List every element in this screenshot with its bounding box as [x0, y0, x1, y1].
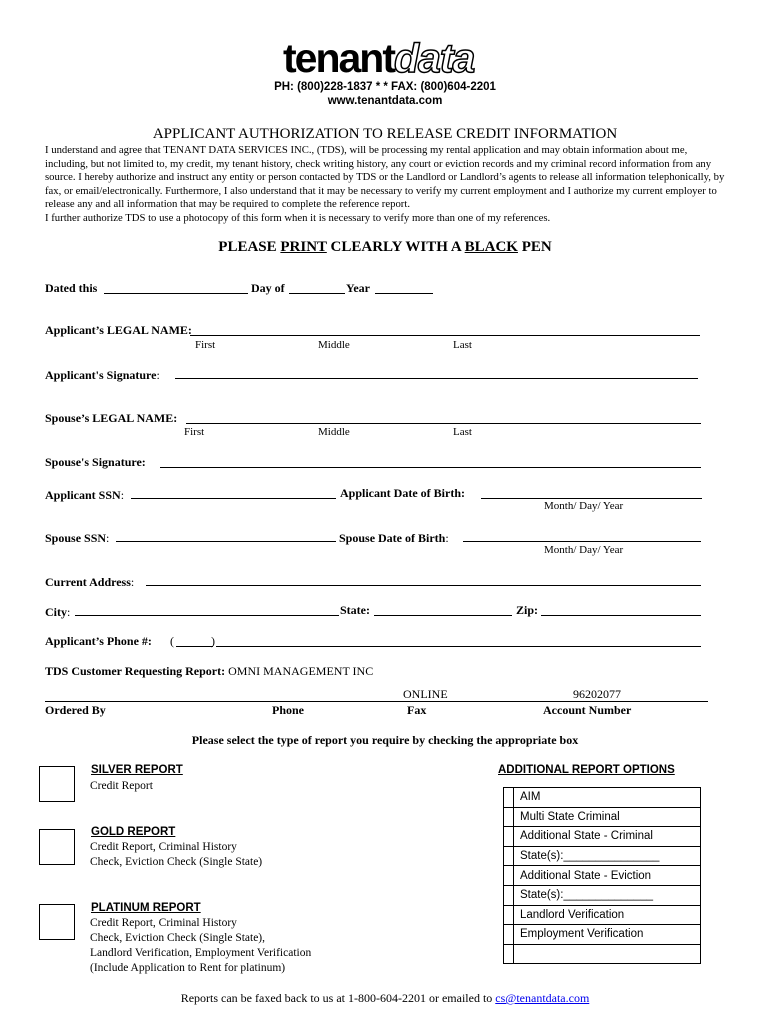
option-row-blank — [504, 944, 701, 964]
report-line: Credit Report, Criminal History — [90, 917, 237, 929]
zip-label: Zip: — [516, 603, 539, 617]
spouse-legal-name-label: Spouse’s LEGAL NAME: — [45, 411, 178, 425]
option-label[interactable]: State(s):_______________ — [514, 846, 701, 866]
spouse-ssn-label — [45, 529, 109, 547]
middle-label: Middle — [318, 426, 350, 438]
additional-options-table — [503, 787, 701, 964]
platinum-report-description — [90, 916, 311, 976]
year-label: Year — [346, 281, 370, 295]
dated-this-label: Dated this — [45, 281, 98, 295]
state-label: State: — [340, 603, 370, 617]
day-of-label: Day of — [251, 281, 285, 295]
option-label: Multi State Criminal — [514, 807, 701, 827]
tenantdata-logo — [283, 34, 474, 82]
option-row-multi-state-criminal — [504, 807, 701, 827]
option-checkbox[interactable] — [504, 905, 514, 925]
colon: : — [445, 531, 449, 545]
photocopy-paragraph: I further authorize TDS to use a photocopy of this form when it is necessary to verify more than one of my references. — [45, 211, 551, 224]
year-field[interactable] — [375, 293, 433, 294]
state-field[interactable] — [374, 615, 512, 616]
report-select-instruction: Please select the type of report you require by checking the appropriate box — [191, 733, 579, 747]
option-label: Landlord Verification — [514, 905, 701, 925]
option-checkbox[interactable] — [504, 866, 514, 886]
report-line: Landlord Verification, Employment Verification — [90, 947, 312, 959]
report-line: Credit Report — [90, 780, 153, 792]
authorization-paragraph: I understand and agree that TENANT DATA SERVICES INC., (TDS), will be processing my rental application and may obtain information about me, including, but not limited to, my credit, my tenant history, check writing history, any court or eviction records and my criminal record information from any source. I hereby authorize and instruct any entity or person contacted by TDS or the Landlord or Landlord’s agents to release all information telephonically, by fax, or email/electronically. Furthermore, I also understand that it may be necessary to verify my current employment and I authorize my current employer to release any and all information that may be required to complete the reference report. — [45, 144, 725, 211]
option-label: AIM — [514, 788, 701, 808]
spouse-signature-label: Spouse's Signature: — [45, 455, 146, 469]
city-text: City — [45, 605, 67, 619]
print-notice — [0, 239, 770, 256]
logo-text-tenant: tenant — [283, 35, 394, 81]
gold-report-checkbox[interactable] — [39, 829, 75, 865]
report-line: (Include Application to Rent for platinum) — [90, 962, 286, 974]
option-label: Additional State - Criminal — [514, 827, 701, 847]
option-checkbox[interactable] — [504, 944, 514, 964]
applicant-phone-field[interactable] — [216, 646, 701, 647]
last-label: Last — [453, 426, 472, 438]
spouse-legal-name-field[interactable] — [186, 423, 701, 424]
option-label — [514, 944, 701, 964]
option-checkbox[interactable] — [504, 788, 514, 808]
applicant-signature-field[interactable] — [175, 378, 698, 379]
spouse-ssn-field[interactable] — [116, 541, 336, 542]
option-label[interactable]: State(s):______________ — [514, 885, 701, 905]
fax-label: Fax — [407, 703, 427, 717]
spouse-signature-field[interactable] — [160, 467, 701, 468]
city-label — [45, 603, 70, 621]
option-checkbox[interactable] — [504, 807, 514, 827]
applicant-phone-label: Applicant’s Phone #: — [45, 634, 152, 648]
ordered-by-divider — [45, 701, 708, 702]
area-code-close: ) — [211, 634, 215, 648]
option-checkbox[interactable] — [504, 827, 514, 847]
colon: : — [67, 605, 71, 619]
authorization-text — [45, 144, 725, 226]
additional-options-title: ADDITIONAL REPORT OPTIONS — [498, 764, 675, 776]
print-notice-black: BLACK — [464, 239, 518, 255]
logo-text-data: data — [394, 35, 475, 81]
first-label: First — [184, 426, 205, 438]
phone-label: Phone — [272, 703, 305, 717]
option-label: Additional State - Eviction — [514, 866, 701, 886]
day-of-field[interactable] — [289, 293, 345, 294]
email-link[interactable]: cs@tenantdata.com — [495, 991, 590, 1005]
tds-customer-row — [45, 664, 373, 679]
option-row-landlord-verification — [504, 905, 701, 925]
applicant-dob-label: Applicant Date of Birth: — [340, 486, 465, 500]
page-title: APPLICANT AUTHORIZATION TO RELEASE CREDIT INFORMATION — [152, 126, 618, 142]
middle-label: Middle — [318, 339, 350, 351]
platinum-report-title: PLATINUM REPORT — [91, 902, 201, 914]
spouse-dob-text: Spouse Date of Birth — [339, 531, 446, 545]
dated-this-field[interactable] — [104, 293, 248, 294]
gold-report-description — [90, 840, 262, 870]
option-label: Employment Verification — [514, 925, 701, 945]
option-checkbox[interactable] — [504, 846, 514, 866]
tds-customer-label: TDS Customer Requesting Report: — [45, 664, 226, 678]
city-field[interactable] — [75, 615, 339, 616]
report-line: Check, Eviction Check (Single State) — [90, 856, 263, 868]
spouse-dob-field[interactable] — [463, 541, 701, 542]
gold-report-title: GOLD REPORT — [91, 826, 176, 838]
spouse-ssn-text: Spouse SSN — [45, 531, 107, 545]
print-notice-text: PLEASE — [218, 239, 281, 255]
fax-value: ONLINE — [403, 687, 448, 701]
option-row-aim — [504, 788, 701, 808]
applicant-ssn-label — [45, 486, 124, 504]
option-row-employment-verification — [504, 925, 701, 945]
tds-customer-value: OMNI MANAGEMENT INC — [228, 664, 374, 678]
silver-report-title: SILVER REPORT — [91, 764, 183, 776]
print-notice-text: PEN — [517, 239, 552, 255]
silver-report-description — [90, 779, 153, 794]
print-notice-text: CLEARLY WITH A — [326, 239, 465, 255]
last-label: Last — [453, 339, 472, 351]
colon: : — [130, 575, 135, 589]
area-code-field[interactable] — [176, 646, 213, 647]
report-line: Credit Report, Criminal History — [90, 841, 237, 853]
applicant-signature-text: Applicant's Signature — [45, 368, 157, 382]
applicant-ssn-text: Applicant SSN — [45, 488, 121, 502]
spouse-dob-hint: Month/ Day/ Year — [544, 544, 624, 556]
colon: : — [156, 368, 160, 382]
option-row-eviction-states — [504, 885, 701, 905]
spouse-dob-label — [339, 529, 449, 547]
account-number-value: 96202077 — [573, 687, 621, 701]
zip-field[interactable] — [541, 615, 701, 616]
applicant-legal-name-field[interactable] — [190, 335, 700, 336]
account-number-label: Account Number — [543, 703, 632, 717]
applicant-legal-name-label: Applicant’s LEGAL NAME: — [45, 323, 192, 337]
phone-fax-line: PH: (800)228-1837 * * FAX: (800)604-2201 — [274, 81, 496, 93]
applicant-signature-label — [45, 366, 160, 384]
current-address-text: Current Address — [45, 575, 131, 589]
area-code-open: ( — [170, 634, 174, 648]
option-checkbox[interactable] — [504, 885, 514, 905]
silver-report-checkbox[interactable] — [39, 766, 75, 802]
applicant-ssn-field[interactable] — [131, 498, 336, 499]
colon: : — [106, 531, 110, 545]
report-line: Check, Eviction Check (Single State), — [90, 932, 266, 944]
current-address-field[interactable] — [146, 585, 701, 586]
applicant-dob-field[interactable] — [481, 498, 702, 499]
ordered-by-label: Ordered By — [45, 703, 106, 717]
print-notice-print: PRINT — [280, 239, 327, 255]
current-address-label — [45, 573, 134, 591]
option-row-criminal-states — [504, 846, 701, 866]
website-line: www.tenantdata.com — [327, 95, 443, 107]
option-checkbox[interactable] — [504, 925, 514, 945]
first-label: First — [195, 339, 216, 351]
platinum-report-checkbox[interactable] — [39, 904, 75, 940]
footer-text: Reports can be faxed back to us at 1-800-604-2201 or emailed to — [180, 991, 496, 1005]
applicant-dob-hint: Month/ Day/ Year — [544, 500, 624, 512]
colon: : — [120, 488, 125, 502]
option-row-additional-state-eviction — [504, 866, 701, 886]
option-row-additional-state-criminal — [504, 827, 701, 847]
footer — [0, 991, 770, 1006]
